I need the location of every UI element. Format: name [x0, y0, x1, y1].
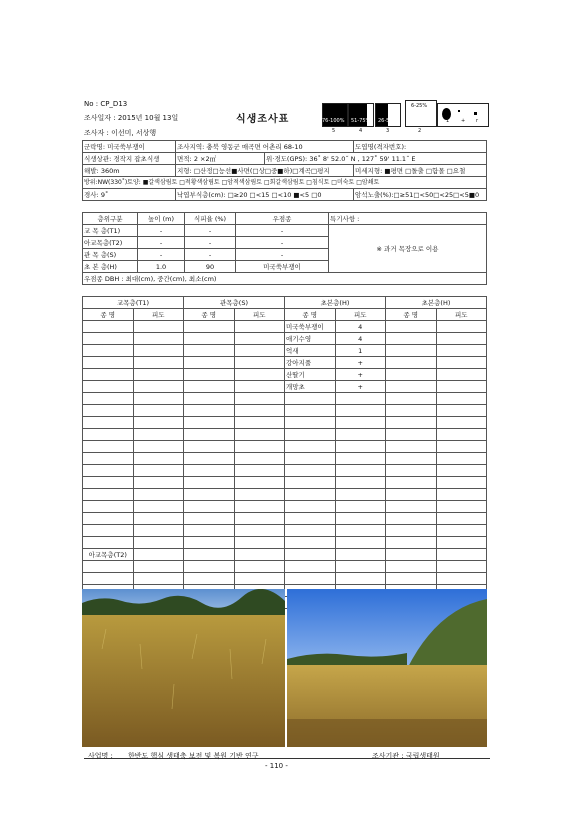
species-cell: [83, 417, 134, 429]
table-row: [83, 333, 487, 345]
species-cell: [234, 561, 285, 573]
species-cell: [133, 525, 184, 537]
layer-t2-cover: -: [185, 237, 236, 249]
species-cell: [436, 429, 487, 441]
species-cell: [234, 453, 285, 465]
species-cell: [285, 489, 336, 501]
species-col-header: 종 명: [285, 309, 336, 321]
species-cell: [133, 381, 184, 393]
species-cell: [83, 465, 134, 477]
species-cell: [436, 501, 487, 513]
species-cell: [335, 477, 386, 489]
layer-t1-dominant: -: [236, 225, 329, 237]
species-cell: [133, 501, 184, 513]
species-cell: [386, 417, 437, 429]
scale-num-5: 5: [332, 128, 336, 134]
species-cell: [184, 477, 235, 489]
species-cell: [234, 501, 285, 513]
species-cell: [335, 489, 386, 501]
herb-species-cover: +: [335, 369, 386, 381]
litter-layer: 낙엽부식층(cm): □≥20 □<15 □<10 ■<5 □0: [176, 189, 354, 201]
table-row: [83, 501, 487, 513]
species-col-header: 종 명: [83, 309, 134, 321]
species-cell: [83, 513, 134, 525]
species-cell: [285, 417, 336, 429]
species-cell: [436, 489, 487, 501]
species-cell: [386, 393, 437, 405]
species-cell: [436, 441, 487, 453]
layer-s: 관 목 층(S): [83, 249, 138, 261]
survey-date: 조사일자 : 2015년 10월 13일: [84, 114, 179, 122]
subtree-layer-label: 아교목층(T2): [83, 549, 134, 561]
species-col-header: 종 명: [184, 309, 235, 321]
species-cell: [234, 393, 285, 405]
species-cell: [436, 381, 487, 393]
species-cell: [335, 405, 386, 417]
species-cell: [133, 429, 184, 441]
species-cell: [285, 453, 336, 465]
table-row: [83, 417, 487, 429]
table-row: [83, 573, 487, 585]
species-cell: [234, 573, 285, 585]
species-cell: [133, 393, 184, 405]
species-cell: [83, 369, 134, 381]
species-cell: [133, 549, 184, 561]
species-cell: [285, 393, 336, 405]
layer-h-dominant: 미국쑥부쟁이: [236, 261, 329, 273]
scale-label-2: 6-25%: [411, 103, 428, 109]
surveyors: 조사자 : 이선미, 서상행: [84, 129, 157, 137]
species-cell: [436, 537, 487, 549]
species-col-header: 종 명: [386, 309, 437, 321]
species-cell: [133, 369, 184, 381]
plot-area: 면적: 2 ×2㎡: [176, 153, 265, 165]
herb-species-cover: 4: [335, 333, 386, 345]
layer-h-cover: 90: [185, 261, 236, 273]
page-number: - 110 -: [265, 762, 288, 770]
layer-t2-dominant: -: [236, 237, 329, 249]
species-cell: [234, 333, 285, 345]
species-cell: [234, 369, 285, 381]
table-row: [83, 429, 487, 441]
species-cell: [436, 369, 487, 381]
scale-label-4: 51-75%: [351, 118, 371, 124]
species-cell: [386, 321, 437, 333]
table-row: [83, 405, 487, 417]
species-cell: [133, 333, 184, 345]
cover-plus-icon: [458, 110, 460, 112]
species-cell: [184, 513, 235, 525]
cover-col-header: 피도: [335, 309, 386, 321]
species-cell: [436, 453, 487, 465]
species-cell: [285, 537, 336, 549]
species-cell: [285, 513, 336, 525]
rock-exposure: 암석노출(%):□≥51□<50□<25□<5■0: [354, 189, 487, 201]
herb-species-name: 강아지풀: [285, 357, 336, 369]
species-cell: [184, 345, 235, 357]
table-row: [83, 453, 487, 465]
map-sheet: 도엽명(격자번호):: [354, 141, 487, 153]
species-cell: [133, 357, 184, 369]
species-cell: [285, 501, 336, 513]
species-cell: [335, 441, 386, 453]
species-cell: [184, 321, 235, 333]
cover-col-header: 피도: [133, 309, 184, 321]
species-cell: [234, 321, 285, 333]
species-cell: [184, 453, 235, 465]
species-cell: [234, 477, 285, 489]
species-cell: [184, 549, 235, 561]
layer-t2: 아교목층(T2): [83, 237, 138, 249]
species-cell: [234, 345, 285, 357]
species-cell: [184, 381, 235, 393]
species-cell: [234, 489, 285, 501]
slope: 경사: 9˚: [83, 189, 176, 201]
table-row: [83, 489, 487, 501]
species-cell: [436, 321, 487, 333]
species-cell: [386, 357, 437, 369]
species-cell: [83, 501, 134, 513]
herb-species-name: 억새: [285, 345, 336, 357]
species-cell: [335, 549, 386, 561]
species-cell: [133, 441, 184, 453]
species-cell: [83, 405, 134, 417]
species-cell: [335, 465, 386, 477]
species-cell: [184, 357, 235, 369]
species-cell: [285, 573, 336, 585]
table-row: [83, 321, 487, 333]
species-cell: [335, 537, 386, 549]
species-cell: [83, 561, 134, 573]
aspect-soil: [83, 177, 487, 189]
scale-num-2: 2: [418, 128, 422, 134]
species-cell: [335, 513, 386, 525]
species-cell: [335, 525, 386, 537]
dominant-header: 우점종: [236, 213, 329, 225]
height-header: 높이 (m): [138, 213, 185, 225]
species-cell: [335, 573, 386, 585]
species-cell: [335, 453, 386, 465]
project-name: 한반도 핵심 생태축 보전 및 복원 기반 연구: [128, 752, 259, 760]
group-herb-1: 초본층(H): [285, 297, 386, 309]
layer-structure-table: [82, 212, 487, 285]
species-cell: [234, 405, 285, 417]
layer-s-dominant: -: [236, 249, 329, 261]
remarks-header: 특기사항 :: [329, 213, 487, 225]
species-cell: [386, 345, 437, 357]
species-cell: [436, 345, 487, 357]
table-row: [83, 537, 487, 549]
species-cell: [436, 513, 487, 525]
remarks-note: ※ 과거 목장으로 이용: [329, 225, 487, 273]
species-cell: [386, 477, 437, 489]
species-cell: [184, 405, 235, 417]
species-cell: [83, 573, 134, 585]
species-cell: [83, 537, 134, 549]
species-cell: [386, 465, 437, 477]
cover-col-header: 피도: [436, 309, 487, 321]
species-cell: [285, 549, 336, 561]
species-cell: [386, 501, 437, 513]
table-row: [83, 465, 487, 477]
herb-species-cover: 4: [335, 321, 386, 333]
species-cell: [386, 573, 437, 585]
species-cell: [133, 345, 184, 357]
species-cell: [234, 549, 285, 561]
species-cell: [234, 537, 285, 549]
species-cell: [83, 393, 134, 405]
species-table: [82, 296, 487, 609]
species-cell: [133, 321, 184, 333]
species-cell: [184, 501, 235, 513]
site-photo-left: [82, 589, 285, 747]
species-cell: [335, 561, 386, 573]
layer-t1-cover: -: [185, 225, 236, 237]
species-cell: [133, 417, 184, 429]
table-row: [83, 393, 487, 405]
layer-s-cover: -: [185, 249, 236, 261]
species-cell: [285, 525, 336, 537]
species-cell: [133, 405, 184, 417]
species-cell: [234, 429, 285, 441]
record-number: No : CP_D13: [84, 100, 128, 108]
species-cell: [436, 477, 487, 489]
herb-species-cover: +: [335, 381, 386, 393]
herb-species-name: 산딸기: [285, 369, 336, 381]
group-shrub: 관목층(S): [184, 297, 285, 309]
species-cell: [83, 429, 134, 441]
species-cell: [133, 453, 184, 465]
species-cell: [133, 489, 184, 501]
species-cell: [335, 501, 386, 513]
scale-num-r: r: [476, 118, 479, 124]
project-label: 사업명 :: [88, 752, 113, 760]
survey-region: 조사지역: 충북 영동군 매곡면 어촌리 68-10: [176, 141, 354, 153]
layer-header: 층위구분: [83, 213, 138, 225]
microterrain: 미세지형: ■평면 □돌출 □함몰 □요철: [354, 165, 487, 177]
species-cell: [285, 405, 336, 417]
layer-h-height: 1.0: [138, 261, 185, 273]
cover-col-header: 피도: [234, 309, 285, 321]
species-cell: [234, 441, 285, 453]
table-row: [83, 477, 487, 489]
layer-t1-height: -: [138, 225, 185, 237]
species-cell: [184, 441, 235, 453]
species-cell: [386, 525, 437, 537]
species-cell: [133, 537, 184, 549]
species-cell: [386, 513, 437, 525]
species-cell: [133, 513, 184, 525]
cover-header: 식피율 (%): [185, 213, 236, 225]
species-cell: [184, 369, 235, 381]
species-cell: [386, 429, 437, 441]
species-cell: [184, 561, 235, 573]
species-cell: [133, 573, 184, 585]
species-cell: [184, 393, 235, 405]
table-row: [83, 357, 487, 369]
herb-species-name: 개망초: [285, 381, 336, 393]
species-cell: [436, 525, 487, 537]
gps-coordinates: 위·경도(GPS): 36˚ 8' 52.0˝ N , 127˚ 59' 11.1˝ E: [265, 153, 487, 165]
species-cell: [83, 477, 134, 489]
scale-label-5: 76-100%: [322, 118, 345, 124]
species-cell: [83, 525, 134, 537]
species-cell: [386, 333, 437, 345]
species-cell: [184, 489, 235, 501]
species-cell: [386, 405, 437, 417]
cover-r-icon: [474, 112, 477, 115]
species-cell: [184, 417, 235, 429]
species-cell: [386, 537, 437, 549]
scale-num-3: 3: [386, 128, 390, 134]
dominant-dbh: 우점종 DBH : 최대(cm), 중간(cm), 최소(cm): [83, 273, 487, 285]
table-row: [83, 549, 487, 561]
group-herb-2: 초본층(H): [386, 297, 487, 309]
species-cell: [436, 333, 487, 345]
species-cell: [234, 525, 285, 537]
altitude: 해발: 360m: [83, 165, 176, 177]
scale-label-3: 26-50%: [378, 118, 398, 124]
species-cell: [436, 465, 487, 477]
table-row: [83, 561, 487, 573]
species-cell: [184, 465, 235, 477]
species-cell: [184, 573, 235, 585]
species-cell: [83, 345, 134, 357]
species-cell: [386, 381, 437, 393]
species-cell: [386, 549, 437, 561]
species-cell: [386, 369, 437, 381]
species-cell: [184, 537, 235, 549]
species-cell: [234, 465, 285, 477]
layer-s-height: -: [138, 249, 185, 261]
community-name: 군락명: 미국쑥부쟁이: [83, 141, 176, 153]
species-cell: [386, 441, 437, 453]
herb-species-name: 애기수영: [285, 333, 336, 345]
layer-t2-height: -: [138, 237, 185, 249]
species-cell: [83, 489, 134, 501]
herb-species-name: 미국쑥부쟁이: [285, 321, 336, 333]
layer-h: 초 본 층(H): [83, 261, 138, 273]
group-tree-t1: 교목층(T1): [83, 297, 184, 309]
table-row: [83, 369, 487, 381]
species-cell: [234, 381, 285, 393]
species-cell: [335, 417, 386, 429]
soil-type: 토양: ■갈색삼림토 □적황색삼림토 □암적색삼림토 □회갈색삼림토 □침식토 □미숙토 □암쇄토: [127, 178, 380, 186]
page-title: 식생조사표: [236, 114, 290, 125]
species-cell: [436, 573, 487, 585]
species-cell: [386, 453, 437, 465]
site-info-table: [82, 140, 487, 201]
species-cell: [83, 453, 134, 465]
herb-species-cover: 1: [335, 345, 386, 357]
species-cell: [436, 393, 487, 405]
scale-num-plus: +: [461, 118, 466, 124]
species-cell: [83, 441, 134, 453]
species-cell: [83, 357, 134, 369]
species-cell: [285, 429, 336, 441]
species-cell: [133, 561, 184, 573]
table-row: [83, 345, 487, 357]
species-cell: [285, 477, 336, 489]
table-row: [83, 525, 487, 537]
species-cell: [234, 357, 285, 369]
table-row: [83, 513, 487, 525]
species-cell: [83, 321, 134, 333]
footer-rule: [84, 758, 490, 759]
species-cell: [285, 441, 336, 453]
species-cell: [234, 513, 285, 525]
scale-num-4: 4: [359, 128, 363, 134]
species-cell: [436, 549, 487, 561]
species-cell: [285, 465, 336, 477]
species-cell: [436, 417, 487, 429]
species-cell: [133, 477, 184, 489]
species-cell: [335, 429, 386, 441]
species-cell: [436, 561, 487, 573]
species-cell: [335, 393, 386, 405]
species-cell: [133, 465, 184, 477]
scale-num-1: 1: [446, 118, 450, 124]
survey-agency: 조사기관 : 국립생태원: [372, 752, 440, 760]
species-cell: [83, 381, 134, 393]
table-row: [83, 381, 487, 393]
table-row: [83, 441, 487, 453]
herb-species-cover: +: [335, 357, 386, 369]
species-cell: [386, 489, 437, 501]
species-cell: [184, 525, 235, 537]
terrain: 지형: □산정□능선■사면(□상□중■하)□계곡□평지: [176, 165, 354, 177]
aspect: 방위:NW(330˚): [84, 178, 128, 186]
vegetation-physiognomy: 식생상관: 경작지 잡초식생: [83, 153, 176, 165]
species-cell: [436, 357, 487, 369]
species-cell: [436, 405, 487, 417]
species-cell: [184, 333, 235, 345]
species-cell: [285, 561, 336, 573]
layer-t1: 교 목 층(T1): [83, 225, 138, 237]
species-cell: [184, 429, 235, 441]
species-cell: [234, 417, 285, 429]
species-cell: [83, 333, 134, 345]
species-cell: [386, 561, 437, 573]
site-photo-right: [287, 589, 487, 747]
